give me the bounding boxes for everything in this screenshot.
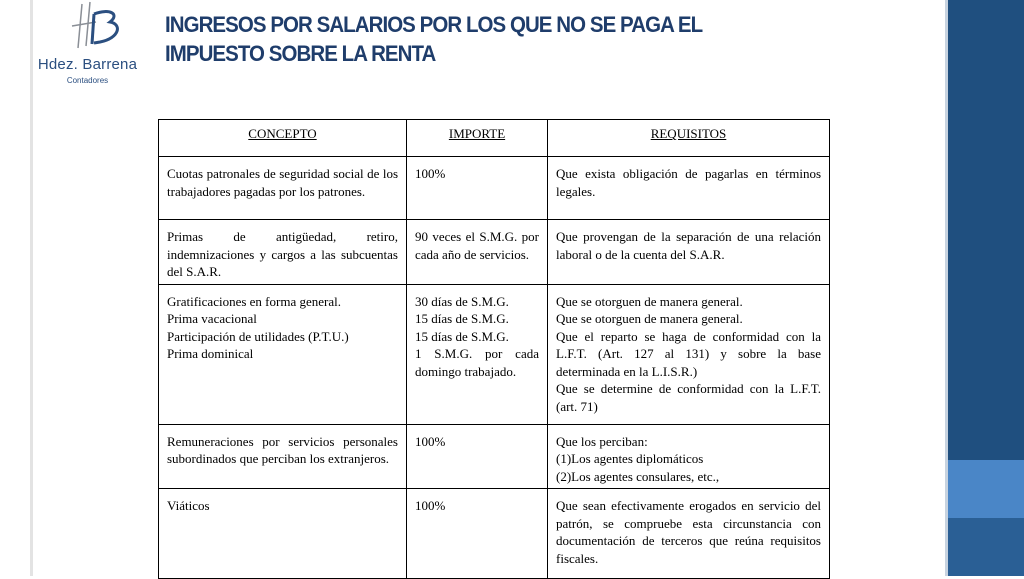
cell-line: Prima dominical — [167, 346, 254, 361]
company-logo — [30, 0, 145, 92]
cell-line: Que el reparto se haga de conformidad con la L.F.T. (Art. 127 al 131) y sobre la base determinada en la L.I.S.R.) — [556, 328, 821, 379]
header-requisitos: REQUISITOS — [548, 120, 830, 157]
cell-line: 15 días de S.M.G. — [415, 311, 509, 326]
cell-concepto: Primas de antigüedad, retiro, indemnizaciones y cargos a las subcuentas del S.A.R. — [159, 220, 407, 285]
cell-line: Participación de utilidades (P.T.U.) — [167, 328, 349, 344]
slide-title-line-2: IMPUESTO SOBRE LA RENTA — [165, 41, 436, 66]
slide-title-line-1: INGRESOS POR SALARIOS POR LOS QUE NO SE PAGA EL — [165, 12, 703, 37]
cell-concepto — [159, 284, 407, 424]
cell-line: Prima vacacional — [167, 311, 257, 326]
cell-importe: 100% — [407, 489, 548, 579]
cell-line: 1 S.M.G. por cada domingo trabajado. — [415, 346, 539, 379]
cell-concepto: Viáticos — [159, 489, 407, 579]
logo-name: Hdez. Barrena — [37, 56, 138, 73]
right-accent-bar — [948, 0, 1024, 576]
cell-importe — [407, 284, 548, 424]
header-importe: IMPORTE — [407, 120, 548, 157]
cell-concepto: Cuotas patronales de seguridad social de los trabajadores pagadas por los patrones. — [159, 157, 407, 220]
salary-exemptions-table — [158, 119, 830, 579]
header-concepto: CONCEPTO — [159, 120, 407, 157]
hb-monogram-icon — [54, 0, 124, 56]
cell-line: 15 días de S.M.G. — [415, 328, 509, 344]
cell-line: (1)Los agentes diplomáticos — [556, 451, 704, 466]
table-row — [159, 157, 830, 220]
table-row — [159, 424, 830, 489]
table-row — [159, 284, 830, 424]
table-row — [159, 489, 830, 579]
cell-importe: 90 veces el S.M.G. por cada año de servicios. — [407, 220, 548, 285]
cell-requisitos: Que provengan de la separación de una relación laboral o de la cuenta del S.A.R. — [548, 220, 830, 285]
slide-title — [165, 10, 835, 68]
cell-line: 30 días de S.M.G. — [415, 293, 509, 309]
cell-requisitos: Que sean efectivamente erogados en servicio del patrón, se compruebe esta circunstancia con documentación de terceros que reúna requisitos fiscales. — [548, 489, 830, 579]
cell-importe: 100% — [407, 157, 548, 220]
cell-line: Que se determine de conformidad con la L.F.T. (art. 71) — [556, 381, 821, 414]
cell-importe: 100% — [407, 424, 548, 489]
cell-line: Que los perciban: — [556, 433, 648, 449]
cell-requisitos — [548, 424, 830, 489]
cell-requisitos — [548, 284, 830, 424]
cell-line: (2)Los agentes consulares, etc., — [556, 468, 720, 484]
logo-subtitle: Contadores — [66, 76, 109, 85]
right-accent-block-mid — [948, 518, 1024, 576]
cell-requisitos: Que exista obligación de pagarlas en términos legales. — [548, 157, 830, 220]
table-row — [159, 220, 830, 285]
table-header-row — [159, 120, 830, 157]
cell-line: Gratificaciones en forma general. — [167, 293, 341, 309]
cell-line: Que se otorguen de manera general. — [556, 293, 743, 309]
cell-concepto: Remuneraciones por servicios personales subordinados que perciban los extranjeros. — [159, 424, 407, 489]
right-accent-block-light — [948, 460, 1024, 518]
cell-line: Que se otorguen de manera general. — [556, 311, 743, 326]
